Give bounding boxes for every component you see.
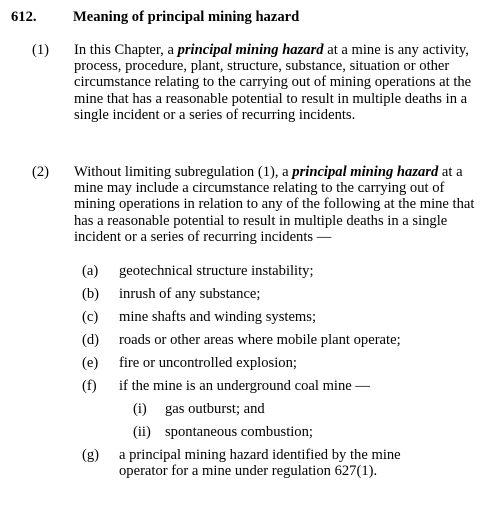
subitem-text: gas outburst; and xyxy=(165,401,265,417)
subregulation-label: (2) xyxy=(32,164,50,180)
subregulation-text xyxy=(74,42,486,123)
item-text: roads or other areas where mobile plant operate; xyxy=(119,332,401,348)
item-label: (g) xyxy=(82,447,100,463)
item-text: fire or uncontrolled explosion; xyxy=(119,355,297,371)
item-label: (f) xyxy=(82,378,97,394)
item-text: if the mine is an underground coal mine — xyxy=(119,378,371,394)
text-after-term: at a mine may include a circumstance relating to the carrying out of mining operations in relation to any of the following at the mine that has a reasonable potential to result in multiple deaths in a single incident or a series of recurring incidents — xyxy=(74,164,475,245)
text-before-term: In this Chapter, a xyxy=(74,42,178,58)
text-after-term: at a mine is any activity, process, procedure, plant, structure, substance, situation or other circumstance relating to the carrying out of mining operations at the mine that has a reasonable potential to result in multiple deaths in a single incident or a series of recurring incidents. xyxy=(74,42,472,123)
item-label: (d) xyxy=(82,332,100,348)
defined-term: principal mining hazard xyxy=(292,164,439,180)
section-title: Meaning of principal mining hazard xyxy=(73,9,300,25)
item-text: geotechnical structure instability; xyxy=(119,263,314,279)
subitem-text: spontaneous combustion; xyxy=(165,424,313,440)
item-text: a principal mining hazard identified by the mine operator for a mine under regulation 627(1). xyxy=(119,447,401,480)
subitem-label: (ii) xyxy=(133,424,151,440)
defined-term: principal mining hazard xyxy=(177,42,324,58)
text-before-term: Without limiting subregulation (1), a xyxy=(74,164,293,180)
subregulation-text xyxy=(74,164,486,245)
subitem-label: (i) xyxy=(133,401,147,417)
section-number: 612. xyxy=(11,9,37,25)
item-text: inrush of any substance; xyxy=(119,286,261,302)
item-label: (e) xyxy=(82,355,99,371)
item-label: (a) xyxy=(82,263,99,279)
item-label: (c) xyxy=(82,309,99,325)
subregulation-label: (1) xyxy=(32,42,50,58)
item-label: (b) xyxy=(82,286,100,302)
item-text: mine shafts and winding systems; xyxy=(119,309,317,325)
